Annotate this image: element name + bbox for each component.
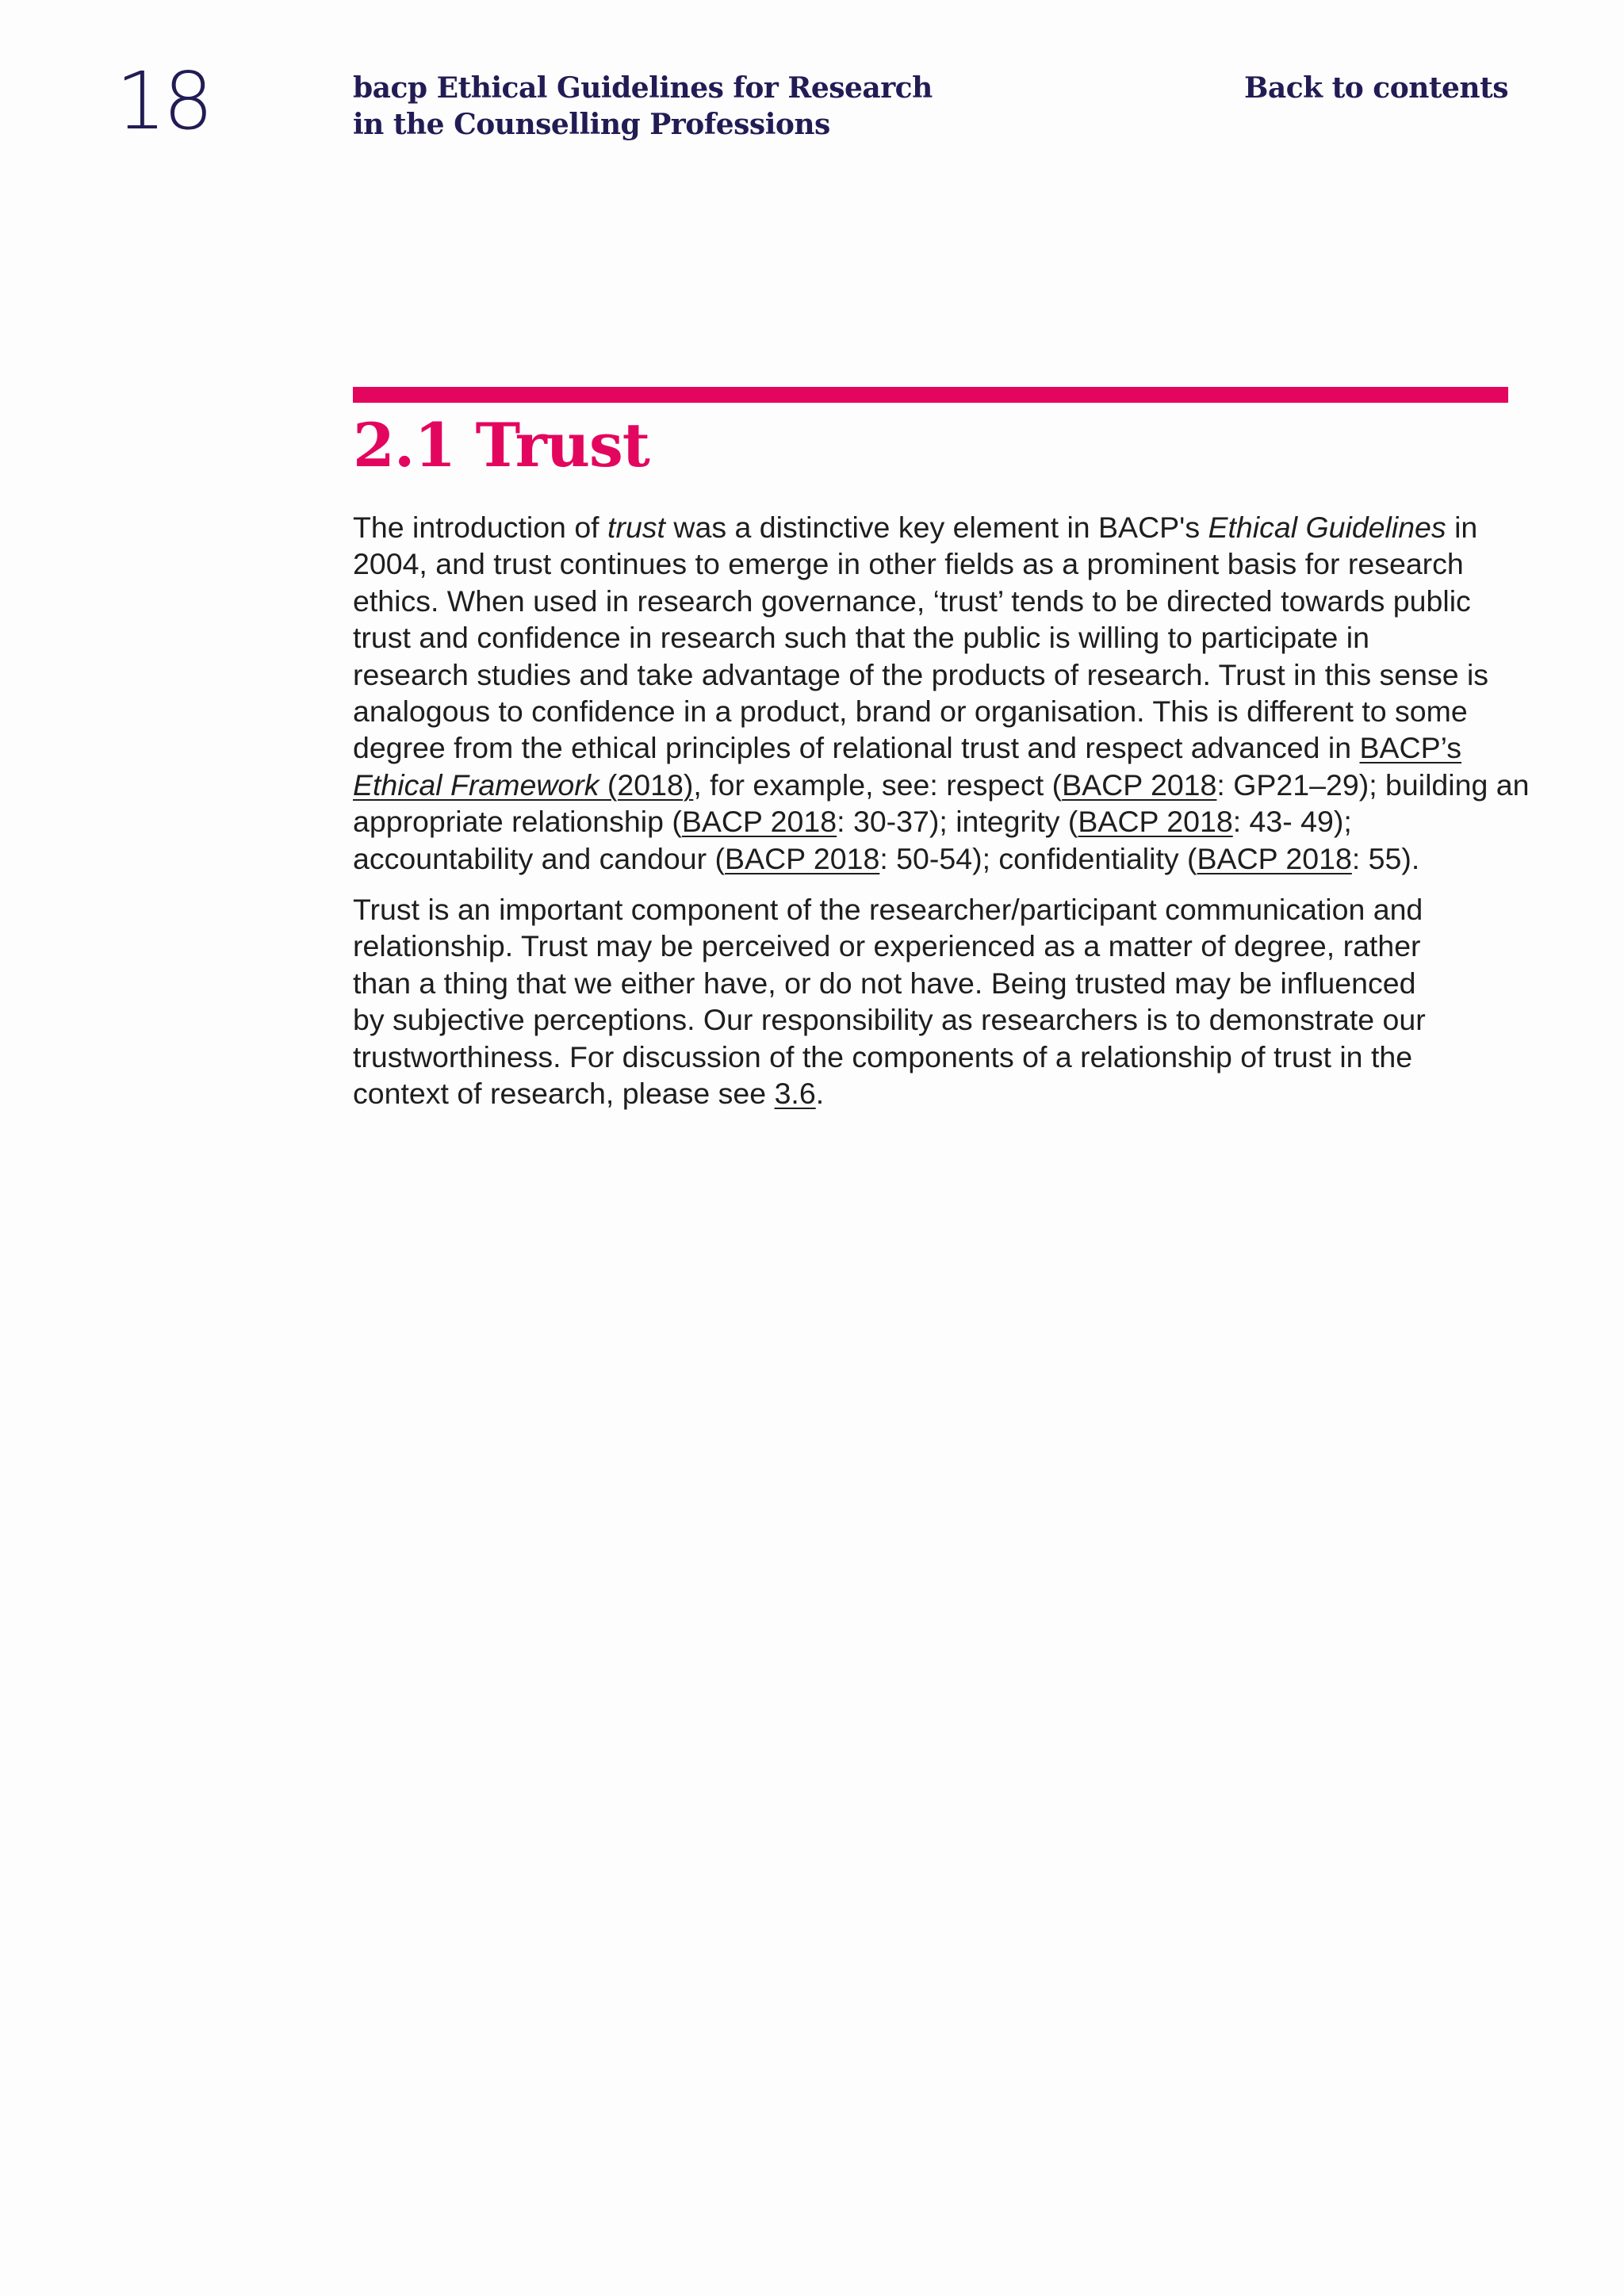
text-line bbox=[353, 509, 1519, 545]
ethical-framework-year: (2018) bbox=[599, 767, 694, 802]
section-3-6-link[interactable]: 3.6 bbox=[774, 1077, 816, 1111]
text-line: 2004, and trust continues to emerge in other fields as a prominent basis for research bbox=[353, 547, 1464, 581]
emphasis-ethical-guidelines: Ethical Guidelines bbox=[1208, 511, 1446, 544]
text-run: : 50-54); confidentiality ( bbox=[879, 841, 1197, 875]
text-run: : 30-37); integrity ( bbox=[837, 805, 1078, 839]
bacp-2018-link[interactable]: BACP 2018 bbox=[1062, 767, 1217, 802]
paragraph-1 bbox=[353, 509, 1530, 877]
back-to-contents-link[interactable]: Back to contents bbox=[1243, 71, 1508, 105]
text-run: , for example, see: respect ( bbox=[693, 767, 1063, 802]
bacp-2018-link[interactable]: BACP 2018 bbox=[1078, 805, 1233, 839]
text-line: analogous to confidence in a product, brand or organisation. This is different to some bbox=[353, 695, 1468, 729]
document-title bbox=[353, 70, 933, 143]
bacp-2018-link[interactable]: BACP 2018 bbox=[725, 841, 880, 875]
text-run: : 55). bbox=[1351, 841, 1420, 875]
text-line bbox=[353, 840, 1519, 877]
text-run: degree from the ethical principles of relational trust and respect advanced in bbox=[353, 731, 1360, 765]
text-run: : GP21–29); building an bbox=[1216, 767, 1530, 802]
ethical-framework-title: Ethical Framework bbox=[353, 767, 599, 802]
text-line: trustworthiness. For discussion of the components of a relationship of trust in the bbox=[353, 1039, 1413, 1073]
bacp-2018-link[interactable]: BACP 2018 bbox=[681, 805, 837, 839]
text-line bbox=[353, 803, 1519, 840]
ethical-framework-link[interactable] bbox=[353, 768, 693, 802]
text-run: The introduction of bbox=[353, 511, 608, 544]
text-run: appropriate relationship ( bbox=[353, 805, 682, 839]
text-line: Trust is an important component of the researcher/participant communication and bbox=[353, 893, 1423, 927]
section-title: 2.1 Trust bbox=[353, 410, 649, 480]
text-run: in bbox=[1446, 511, 1478, 544]
bacp-ethical-framework-link[interactable]: BACP’s bbox=[1359, 731, 1462, 765]
text-line: by subjective perceptions. Our responsibility as researchers is to demonstrate our bbox=[353, 1003, 1426, 1037]
emphasis-trust: trust bbox=[607, 511, 665, 544]
paragraph-2 bbox=[353, 891, 1519, 1112]
text-run: : 43- 49); bbox=[1232, 805, 1352, 839]
text-line: relationship. Trust may be perceived or experienced as a matter of degree, rather bbox=[353, 929, 1421, 963]
text-line: ethics. When used in research governance, ‘trust’ tends to be directed towards public bbox=[353, 584, 1471, 618]
text-line bbox=[353, 729, 1519, 766]
text-line: than a thing that we either have, or do not have. Being trusted may be influenced bbox=[353, 966, 1416, 1000]
document-title-line-1: bacp Ethical Guidelines for Research bbox=[353, 71, 933, 105]
text-run: context of research, please see bbox=[353, 1077, 775, 1111]
text-line: research studies and take advantage of the products of research. Trust in this sense is bbox=[353, 657, 1489, 691]
text-line: trust and confidence in research such that the public is willing to participate in bbox=[353, 621, 1369, 655]
text-line bbox=[353, 1075, 1519, 1112]
text-run: accountability and candour ( bbox=[353, 841, 726, 875]
text-line bbox=[353, 767, 1530, 803]
body-text bbox=[353, 509, 1530, 1127]
document-title-line-2: in the Counselling Professions bbox=[353, 108, 830, 141]
section-accent-bar bbox=[353, 387, 1508, 403]
text-run: . bbox=[815, 1077, 825, 1111]
bacp-2018-link[interactable]: BACP 2018 bbox=[1197, 841, 1352, 875]
page-number: 18 bbox=[116, 55, 211, 147]
text-run: was a distinctive key element in BACP's bbox=[665, 511, 1208, 544]
